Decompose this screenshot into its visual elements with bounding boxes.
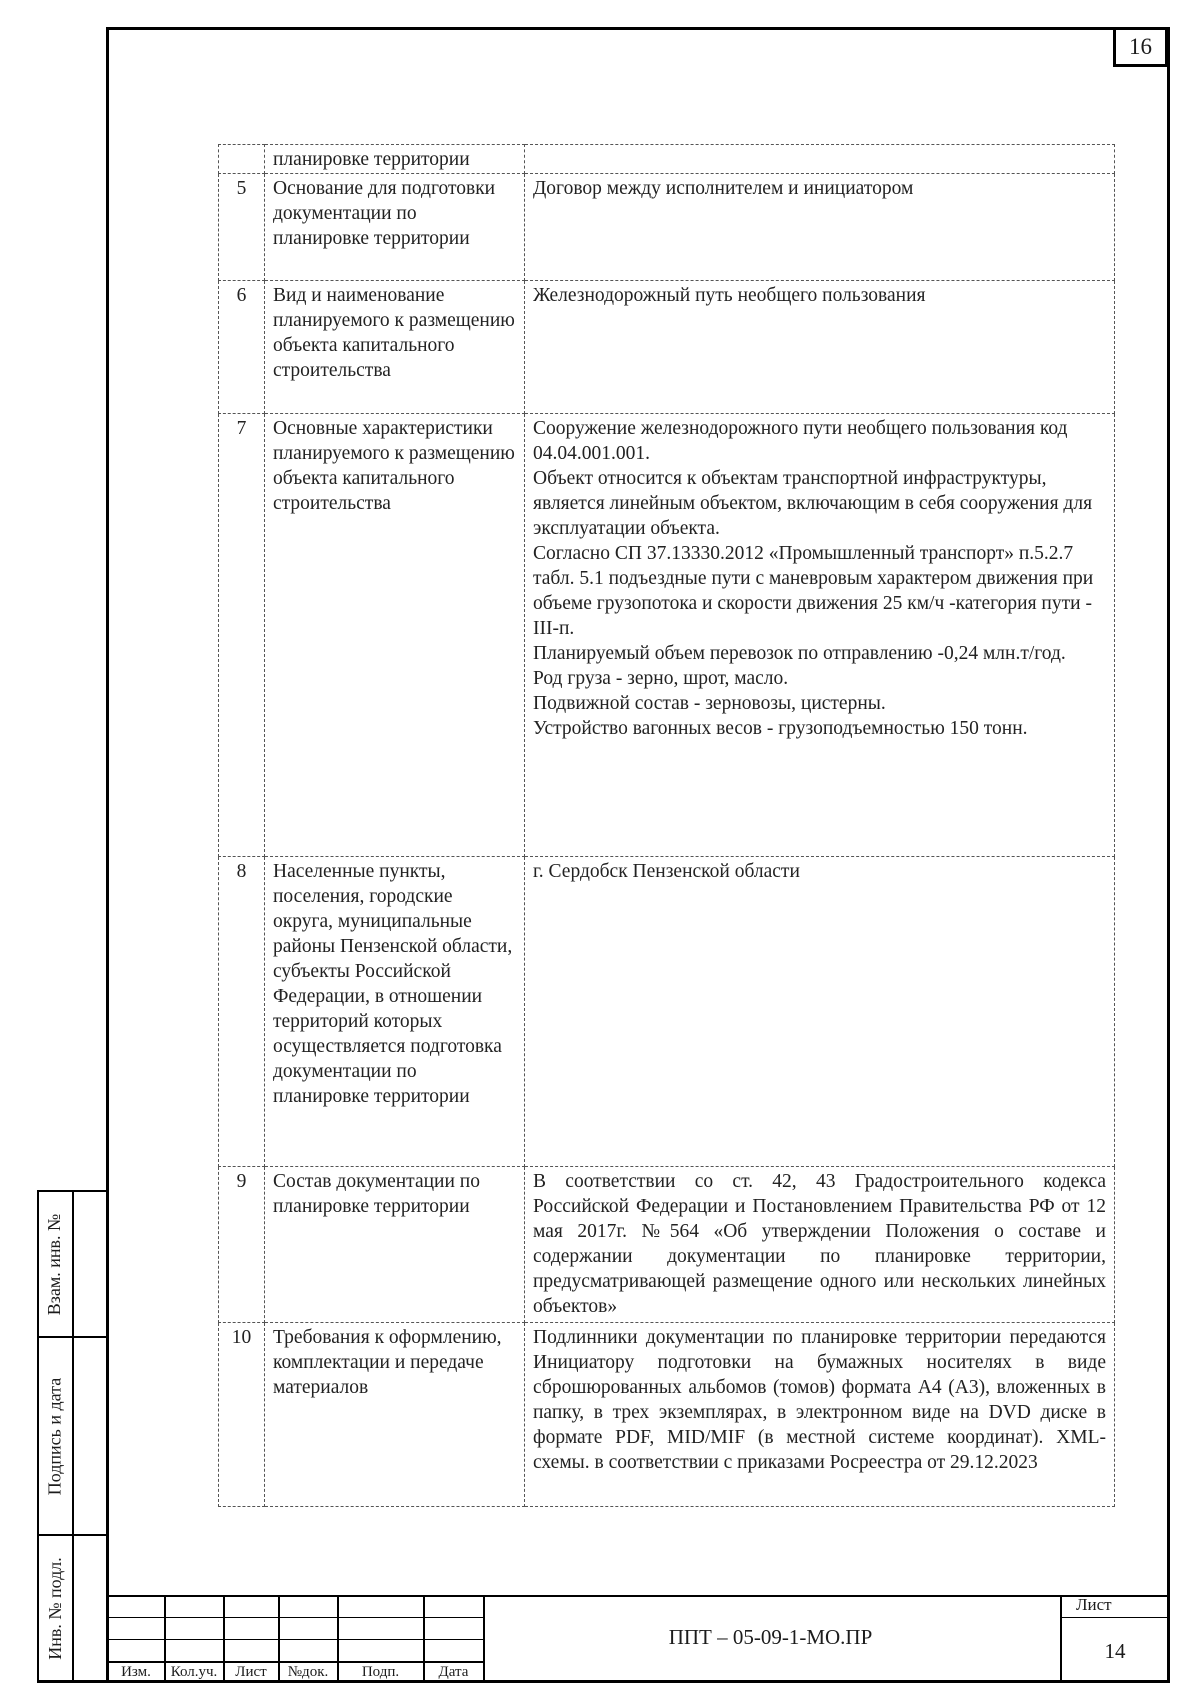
row-number	[219, 145, 265, 174]
row-value	[525, 145, 1115, 174]
document-code: ППТ – 05-09-1-МО.ПР	[668, 1625, 873, 1649]
characteristic-line: Подвижной состав - зерновозы, цистерны.	[533, 693, 886, 714]
row-name: Основание для подготовки документации по планировке территории	[265, 174, 525, 281]
characteristic-line: Род груза - зерно, шрот, масло.	[533, 668, 789, 689]
row-value: г. Сердобск Пензенской области	[525, 857, 1115, 1167]
row-name: планировке территории	[265, 145, 525, 174]
original-inventory-label: Инв. № подл.	[44, 1556, 65, 1660]
table-row	[219, 145, 1115, 174]
side-stamp-cell-1	[38, 1192, 72, 1336]
header-sheet: Лист	[235, 1664, 267, 1680]
row-value: Подлинники документации по планировке территории передаются Инициатору подготовки на бумажных носителях в виде сброшюрованных альбомов (томов) формата А4 (А3), вложенных в папку, в трех экземплярах, в электронном виде на DVD диске в формате PDF, MID/MIF (в местной системе координат). XML-схемы. в соответствии с приказами Росреестра от 29.12.2023	[525, 1323, 1115, 1507]
frame-top-border	[106, 27, 1170, 30]
sheet-label: Лист	[1076, 1595, 1112, 1614]
header-doc-number: №док.	[287, 1664, 329, 1680]
table-row	[219, 174, 1115, 281]
table-row	[219, 1167, 1115, 1323]
row-number: 10	[219, 1323, 265, 1507]
row-number: 5	[219, 174, 265, 281]
page-number: 16	[1113, 27, 1168, 67]
content-table	[218, 144, 1115, 1507]
characteristic-line: Устройство вагонных весов - грузоподъемностью 150 тонн.	[533, 718, 1028, 739]
header-date: Дата	[438, 1664, 469, 1680]
replace-inventory-label: Взам. инв. №	[44, 1213, 65, 1315]
sheet-number: 14	[1104, 1639, 1126, 1663]
side-stamp-inner-line	[72, 1190, 74, 1683]
row-number: 8	[219, 857, 265, 1167]
row-value: В соответствии со ст. 42, 43 Градостроительного кодекса Российской Федерации и Постановлением Правительства РФ от 12 мая 2017г. №564 «Об утверждении Положения о составе и содержании документации по планировке территории, предусматривающей размещение одного или нескольких линейных объектов»	[525, 1167, 1115, 1323]
characteristic-line: Планируемый объем перевозок по отправлению -0,24 млн.т/год.	[533, 643, 1066, 664]
header-signature: Подп.	[361, 1664, 400, 1680]
characteristic-line: Согласно СП 37.13330.2012 «Промышленный транспорт» п.5.2.7 табл. 5.1 подъездные пути с маневровым характером движения при объеме грузопотока и скорости движения 25 км/ч -категория пути - III-п.	[533, 543, 1094, 639]
frame-left-border	[106, 27, 109, 1683]
row-number: 6	[219, 281, 265, 414]
signature-date-label: Подпись и дата	[44, 1377, 65, 1495]
title-block	[108, 1595, 1170, 1683]
table-row	[219, 281, 1115, 414]
row-value: Договор между исполнителем и инициатором	[525, 174, 1115, 281]
header-quantity: Кол.уч.	[170, 1664, 218, 1680]
row-name: Основные характеристики планируемого к размещению объекта капитального строительства	[265, 414, 525, 857]
row-number: 9	[219, 1167, 265, 1323]
side-stamp-cell-2	[38, 1338, 72, 1534]
table-row	[219, 414, 1115, 857]
frame-right-border	[1167, 27, 1170, 1683]
row-number: 7	[219, 414, 265, 857]
title-block-top-line	[108, 1595, 1170, 1597]
row-name: Вид и наименование планируемого к размещению объекта капитального строительства	[265, 281, 525, 414]
table-row	[219, 857, 1115, 1167]
row-name: Населенные пункты, поселения, городские округа, муниципальные районы Пензенской области, субъекты Российской Федерации, в отношении территорий которых осуществляется подготовка документации по планировке территории	[265, 857, 525, 1167]
characteristic-line: Сооружение железнодорожного пути необщего пользования код 04.04.001.001.	[533, 418, 1068, 464]
side-stamp-cell-3	[38, 1536, 72, 1680]
row-value: Железнодорожный путь необщего пользования	[525, 281, 1115, 414]
table-row	[219, 1323, 1115, 1507]
header-change: Изм.	[121, 1664, 151, 1680]
title-block-sheet-line	[1060, 1617, 1170, 1618]
characteristic-line: Объект относится к объектам транспортной инфраструктуры, является линейным объектом, включающим в себя сооружения для эксплуатации объекта.	[533, 468, 1093, 539]
row-name: Состав документации по планировке территории	[265, 1167, 525, 1323]
row-value	[525, 414, 1115, 857]
row-name: Требования к оформлению, комплектации и передаче материалов	[265, 1323, 525, 1507]
